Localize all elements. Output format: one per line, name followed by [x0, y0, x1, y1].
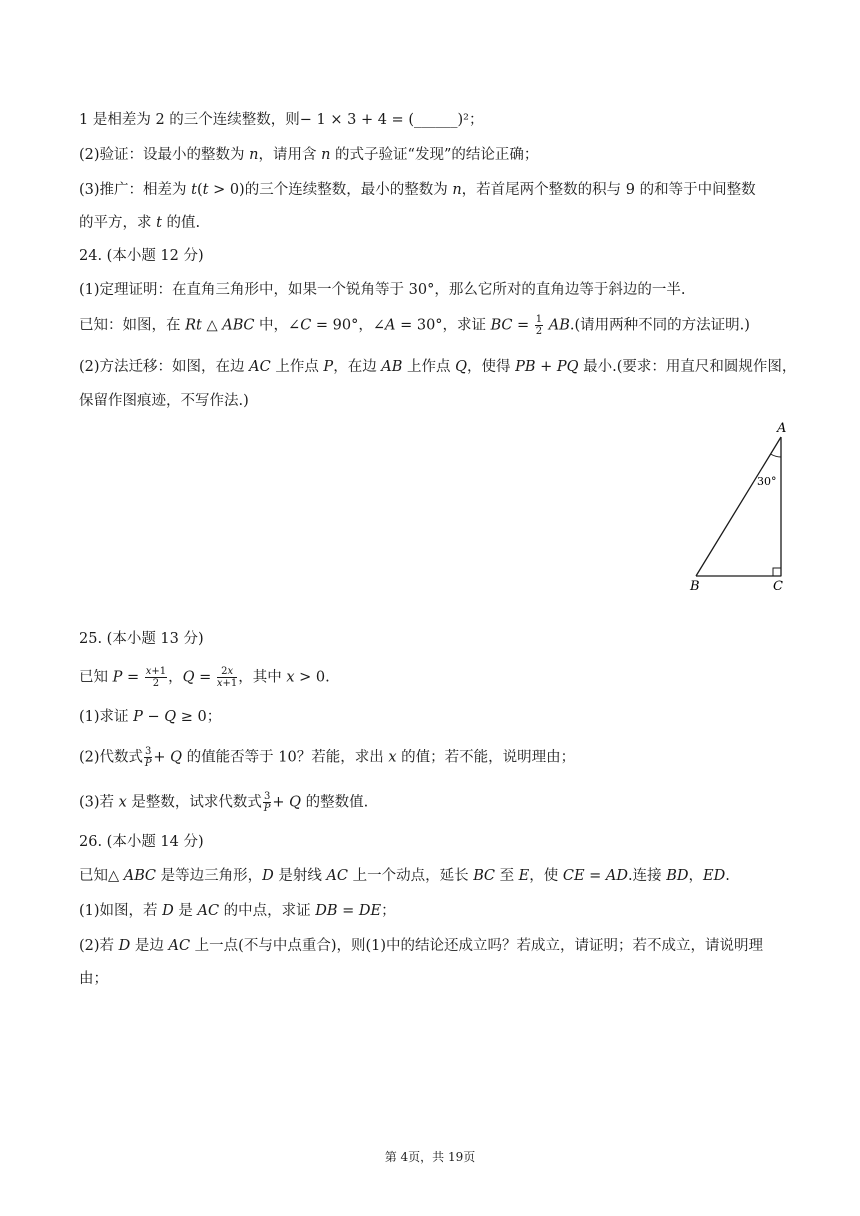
q24-given-text: 已知：如图，在 𝑅𝑡 △ 𝐴𝐵𝐶 中，∠𝐶 = 90°，∠𝐴 = 30°，求证 𝐵𝐶 =	[79, 317, 530, 334]
fraction-denominator: 𝑃	[263, 803, 271, 814]
q25-part2	[79, 746, 575, 769]
angle-a-label: 30°	[757, 475, 777, 488]
q26-given: 已知△ 𝐴𝐵𝐶 是等边三角形，𝐷 是射线 𝐴𝐶 上一个动点，延长 𝐵𝐶 至 𝐸，使 𝐶𝐸 = 𝐴𝐷.连接 𝐵𝐷，𝐸𝐷.	[79, 868, 730, 884]
q24-given	[79, 314, 750, 337]
page-footer: 第 4页，共 19页	[384, 1150, 476, 1164]
q24-part2-line1: (2)方法迁移：如图，在边 𝐴𝐶 上作点 𝑃，在边 𝐴𝐵 上作点 𝑄，使得 𝑃𝐵 + 𝑃𝑄 最小.(要求：用直尺和圆规作图，	[79, 359, 797, 375]
right-angle-mark	[773, 568, 781, 576]
q23-part2: (2)验证：设最小的整数为 𝑛，请用含 𝑛 的式子验证“发现”的结论正确；	[79, 147, 539, 163]
fraction-numerator: 3	[145, 746, 152, 757]
q25-given-mid: ，𝑄 =	[168, 669, 212, 686]
q26-part2-line1: (2)若 𝐷 是边 𝐴𝐶 上一点(不与中点重合)，则(1)中的结论还成立吗？若成立，请证明；若不成立，请说明理	[79, 938, 764, 954]
fraction-q	[217, 666, 237, 689]
q24-heading: 24. (本小题 12 分)	[79, 248, 204, 264]
q26-heading: 26. (本小题 14 分)	[79, 834, 204, 850]
fraction-p-numerator: 𝑥+1	[145, 666, 167, 677]
q25-part3-before: (3)若 𝑥 是整数，试求代数式	[79, 794, 262, 811]
angle-a-arc	[771, 454, 781, 457]
q26-part2-line2: 由；	[79, 971, 108, 987]
q25-given-prefix: 已知 𝑃 =	[79, 669, 140, 686]
fraction-denominator: 𝑃	[144, 758, 152, 769]
vertex-b-label: B	[690, 579, 700, 594]
fraction-p-denominator: 2	[152, 678, 160, 689]
fraction-3-over-p	[263, 791, 271, 814]
q23-part1-tail: 1 是相差为 2 的三个连续整数，则− 1 × 3 + 4 = (______)²；	[79, 112, 484, 128]
fraction-numerator: 3	[263, 791, 271, 802]
q24-given-text-end: 𝐴𝐵.(请用两种不同的方法证明.)	[548, 317, 750, 334]
q23-part3-line2: 的平方，求 𝑡 的值.	[79, 215, 201, 231]
vertex-c-label: C	[773, 579, 783, 594]
fraction-3-over-p	[144, 746, 152, 769]
fraction-p	[145, 666, 167, 689]
side-ab	[696, 437, 781, 576]
fraction-q-denominator: 𝑥+1	[216, 678, 238, 689]
q25-heading: 25. (本小题 13 分)	[79, 631, 204, 647]
q24-part2-line2: 保留作图痕迹，不写作法.)	[79, 393, 249, 409]
fraction-denominator: 2	[535, 326, 543, 337]
q25-given	[79, 666, 330, 689]
q25-part3-after: + 𝑄 的整数值.	[272, 794, 369, 811]
q23-part3-line1: (3)推广：相差为 𝑡(𝑡 > 0)的三个连续整数，最小的整数为 𝑛，若首尾两个整数的积与 9 的和等于中间整数	[79, 182, 756, 198]
fraction-numerator: 1	[535, 314, 543, 325]
q25-part1: (1)求证 𝑃 − 𝑄 ≥ 0；	[79, 709, 222, 725]
q25-part2-after: + 𝑄 的值能否等于 10？若能，求出 𝑥 的值；若不能，说明理由；	[153, 749, 576, 766]
q26-part1: (1)如图，若 𝐷 是 𝐴𝐶 的中点，求证 𝐷𝐵 = 𝐷𝐸；	[79, 903, 396, 919]
q24-part1: (1)定理证明：在直角三角形中，如果一个锐角等于 30°，那么它所对的直角边等于斜边的一半.	[79, 282, 686, 298]
q25-given-suffix: ，其中 𝑥 > 0.	[238, 669, 330, 686]
q25-part3	[79, 791, 368, 814]
q25-part2-before: (2)代数式	[79, 749, 144, 766]
triangle-figure	[684, 418, 794, 598]
vertex-a-label: A	[777, 421, 787, 436]
fraction-q-numerator: 2𝑥	[217, 666, 237, 678]
fraction-one-half	[535, 314, 543, 337]
